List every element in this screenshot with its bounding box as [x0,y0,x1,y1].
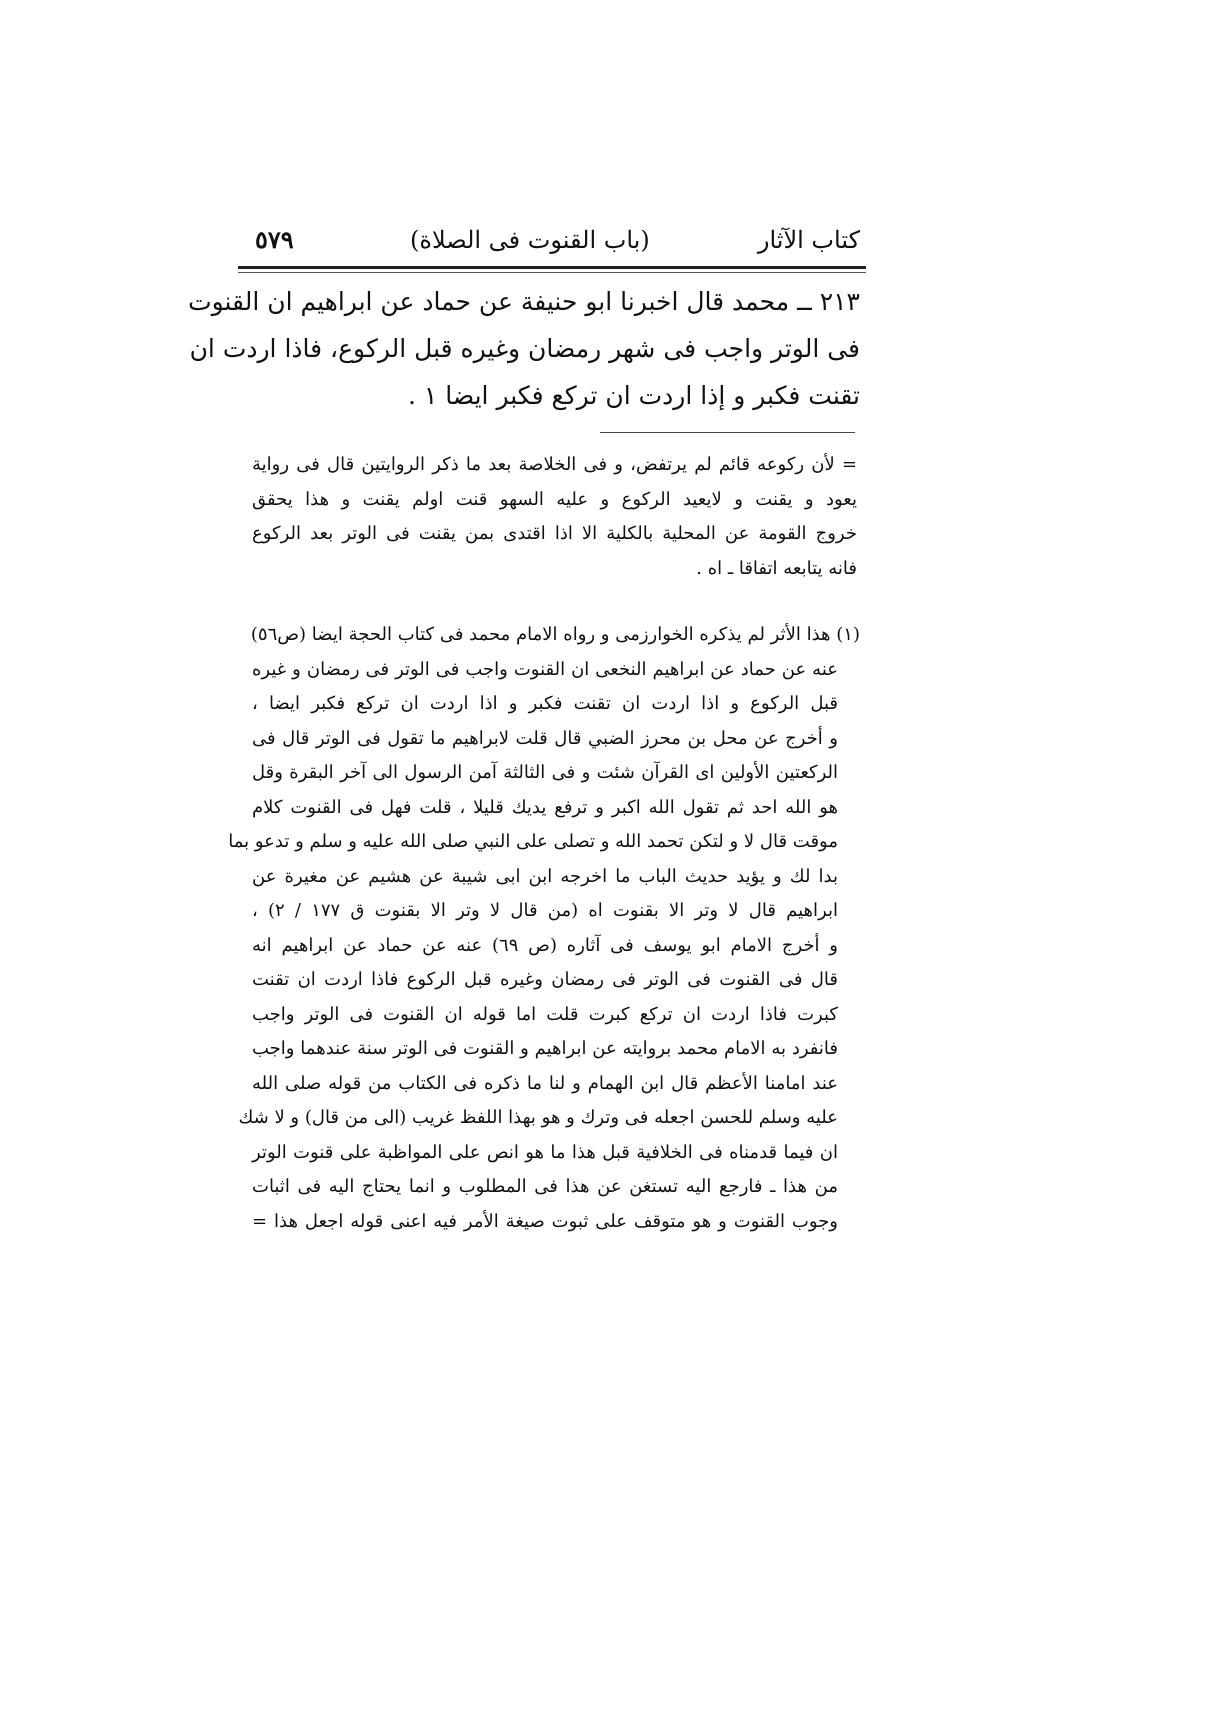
footnote-line: (١) هذا الأثر لم يذكره الخوارزمى و رواه الامام محمد فى كتاب الحجة ايضا (ص٥٦) [250,624,860,645]
footnote-line: الركعتين الأولين اى القرآن شئت و فى الثالثة آمن الرسول الى آخر البقرة وقل [252,762,838,783]
footnote-line: بدا لك و يؤيد حديث الباب ما اخرجه ابن ابى شيبة عن هشيم عن مغيرة عن [252,865,838,887]
footnote-line: و أخرج عن محل بن محرز الضبي قال قلت لابراهيم ما تقول فى الوتر قال فى [252,727,838,749]
footnote-line: قال فى القنوت فى الوتر فى رمضان وغيره قبل الركوع فاذا اردت ان تقنت [252,969,838,990]
footnote-line: فانه يتابعه اتفاقا ـ اه . [696,557,857,579]
footnote-line: عليه وسلم للحسن اجعله فى وترك و هو بهذا اللفظ غريب (الى من قال) و لا شك [238,1107,838,1128]
footnote-line: و أخرج الامام ابو يوسف فى آثاره (ص ٦٩) عنه عن حماد عن ابراهيم انه [252,934,838,956]
header-rule-thin [238,272,866,273]
footnote-line: من هذا ـ فارجع اليه تستغن عن هذا فى المطلوب و انما يحتاج اليه فى اثبات [252,1176,838,1197]
main-text [188,278,860,419]
text-line: فى الوتر واجب فى شهر رمضان وغيره قبل الركوع، فاذا اردت ان [189,334,860,363]
footnote-line: ان فيما قدمناه فى الخلافية قبل هذا ما هو انص على المواظبة على قنوت الوتر [252,1141,838,1163]
footnote-line: هو الله احد ثم تقول الله اكبر و ترفع يديك قليلا ، قلت فهل فى القنوت كلام [252,796,838,818]
footnote-line: ابراهيم قال لا وتر الا بقنوت اه (من قال لا وتر الا بقنوت ق ١٧٧ / ٢) ، [252,900,838,921]
footnote-line: وجوب القنوت و هو متوقف على ثبوت صيغة الأمر فيه اعنى قوله اجعل هذا = [252,1210,838,1232]
page-number: ٥٧٩ [255,225,294,254]
footnote-line: = لأن ركوعه قائم لم يرتفض، و فى الخلاصة بعد ما ذكر الروايتين قال فى رواية [252,454,857,475]
footnote-1 [228,618,860,1239]
footnote-line: يعود و يقنت و لايعيد الركوع و عليه السهو قنت اولم يقنت و هذا يحقق [252,488,857,510]
chapter-title: (باب القنوت فى الصلاة) [410,226,650,254]
text-line: تقنت فكبر و إذا اردت ان تركع فكبر ايضا ١ . [408,381,860,410]
footnote-line: كبرت فاذا اردت ان تركع كبرت قلت اما قوله ان القنوت فى الوتر واجب [252,1003,838,1025]
footnote-line: فانفرد به الامام محمد بروايته عن ابراهيم و القنوت فى الوتر سنة عندهما واجب [252,1038,838,1059]
footnote-line: عنه عن حماد عن ابراهيم النخعى ان القنوت واجب فى الوتر فى رمضان و غيره [252,658,838,680]
header-rule [238,266,866,269]
footnote-separator [600,432,855,433]
footnote-line: عند امامنا الأعظم قال ابن الهمام و لنا ما ذكره فى الكتاب من قوله صلى الله [252,1072,838,1094]
footnote-line: قبل الركوع و اذا اردت ان تقنت فكبر و اذا اردت ان تركع فكبر ايضا ، [252,693,838,714]
footnote-continuation [252,448,857,586]
footnote-line: خروج القومة عن المحلية بالكلية الا اذا اقتدى بمن يقنت فى الوتر بعد الركوع [252,523,857,544]
book-title: كتاب الآثار [757,226,860,254]
footnote-line: موقت قال لا و لتكن تحمد الله و تصلى على النبي صلى الله عليه و سلم و تدعو بما [228,831,838,852]
text-line: ٢١٣ ــ محمد قال اخبرنا ابو حنيفة عن حماد عن ابراهيم ان القنوت [188,287,860,316]
